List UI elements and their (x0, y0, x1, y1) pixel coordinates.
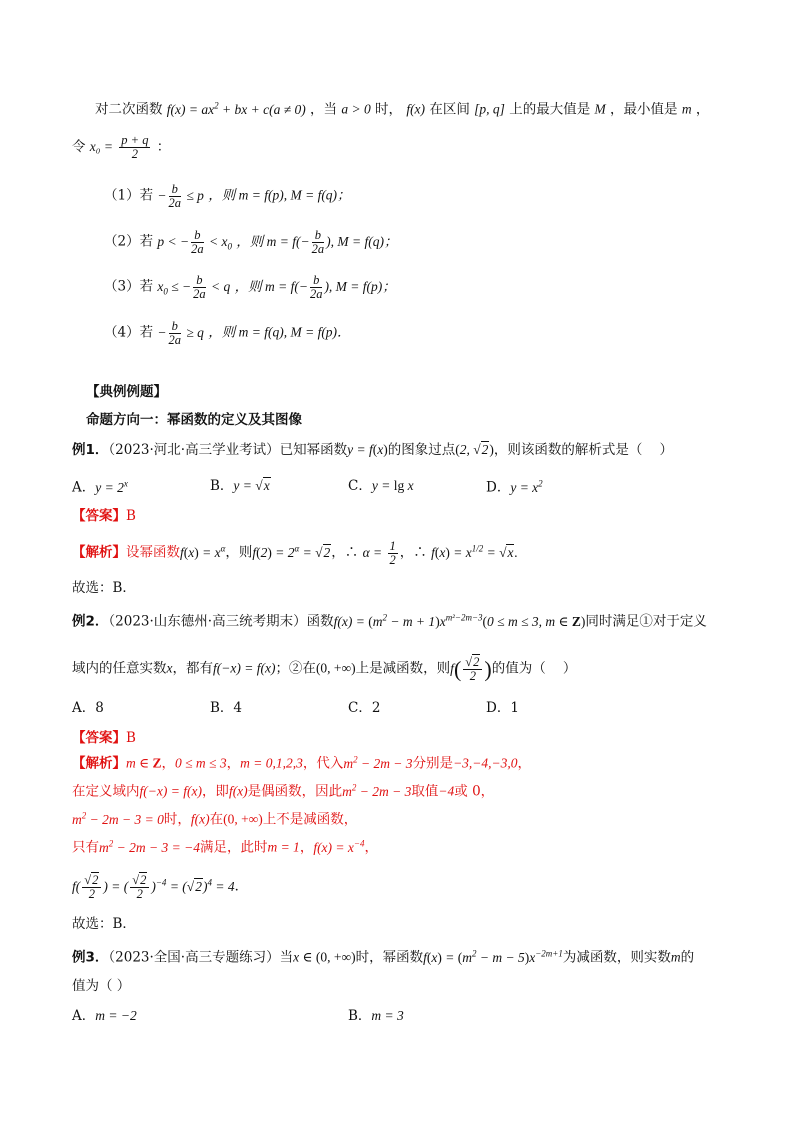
example-3-option-a[interactable]: A．m = −2 (72, 1008, 137, 1024)
example-2-choice: 故选：B． (72, 916, 136, 932)
interval-pq: [p, q] (474, 101, 505, 117)
intro-text: ： (156, 139, 171, 156)
min-symbol: m (681, 101, 692, 117)
intro-text: 对二次函数 (95, 101, 163, 118)
example-2-analysis-line-3: $m^2 - 2m - 3 = 0$时，f(x)在(0, +∞)上不是减函数， (72, 810, 358, 828)
example-1-question: 例1．（2023·河北·高三学业考试）已知幂函数y = f(x)的图象过点(2, √2)，则该函数的解析式是（ ） (72, 442, 674, 458)
intro-text: 时， (375, 101, 403, 118)
example-2-analysis-line-4: 只有$m^2 - 2m - 3 = -4$满足，此时m = 1，$f(x) = x^{-4}$， (72, 838, 378, 856)
case-3: （3）若 $x_0$ ≤ − $\frac{b}{2a}$ < q ，则 m = f(− $\frac{b}{2a}$ ), M = f(p)； (104, 273, 396, 302)
example-2-analysis-line-2: 在定义域内f(−x) = f(x)，即f(x)是偶函数，因此$m^2 - 2m - 3$取值−4或 0， (72, 782, 495, 800)
intro-text: 上的最大值是 (509, 101, 591, 118)
condition-a-positive: a > 0 (341, 101, 371, 117)
example-2-option-d[interactable]: D．1 (486, 700, 519, 716)
intro-line-2 (72, 134, 170, 161)
example-1-choice: 故选：B． (72, 580, 136, 596)
example-3-question-line-1: 例3．（2023·全国·高三专题练习）当x ∈ (0, +∞)时，幂函数$f(x) = (m^2 - m - 5)x^{-2m+1}$为减函数，则实数m的 (72, 948, 695, 966)
example-3-question-line-2: 值为（ ） (72, 978, 131, 994)
example-2-answer: 【答案】B (72, 730, 136, 746)
example-2-option-b[interactable]: B．4 (210, 700, 243, 716)
intro-text: 令 (72, 139, 86, 156)
example-2-question-line-1: 例2．（2023·山东德州·高三统考期末）函数$f(x) = (m^2 - m + 1)x^{m^2-2m-3}(0 \le m \le 3$, m ∈ Z)同时满足①对于定义 (72, 612, 707, 630)
example-1-answer: 【答案】B (72, 508, 136, 524)
case-1: （1）若 − $\frac{b}{2a}$ ≤ p ，则 m = f(p), M = f(q)； (104, 182, 351, 211)
example-2-analysis-line-5: f( $\frac{√2}{2}$ ) = ( $\frac{√2}{2}$ )$^{-4} = (√2)^4 = 4$． (72, 873, 249, 902)
fraction-p-plus-q-over-2: $\frac{p + q}{2}$ (121, 133, 149, 162)
example-1-option-a[interactable]: A．$y = 2^x$ (72, 478, 128, 496)
fx-symbol: f(x) (406, 101, 426, 117)
example-3-option-b[interactable]: B．m = 3 (348, 1008, 404, 1024)
max-symbol: M (594, 101, 606, 117)
example-1-option-b[interactable]: B．y = √x (210, 478, 270, 494)
case-2: （2）若 p < − $\frac{b}{2a}$ < $x_0$ ，则 m = f(− $\frac{b}{2a}$ ), M = f(q)； (104, 228, 398, 257)
example-1-option-c[interactable]: C．y = lg x (348, 478, 414, 494)
example-1-analysis: 【解析】设幂函数$f(x) = x^\alpha$，则$f(2) = 2^\alpha = √2$，∴ α = $\frac{1}{2}$ ，∴ $f(x) = x^{1/2} = √x$. (72, 539, 518, 568)
example-2-question-line-2: 域内的任意实数x，都有f(−x) = f(x)；②在(0, +∞)上是减函数，则f( $\frac{√2}{2}$ )的值为（ ） (72, 655, 577, 684)
intro-line-1 (95, 100, 709, 118)
example-2-option-c[interactable]: C．2 (348, 700, 381, 716)
quadratic-function: $f(x) = ax^2$ + bx + c(a ≠ 0) (166, 100, 306, 117)
intro-text: ，当 (310, 101, 338, 118)
section-title: 【典例例题】 (86, 384, 167, 400)
direction-title: 命题方向一：幂函数的定义及其图像 (86, 412, 302, 428)
example-1-option-d[interactable]: D．$y = x^2$ (486, 478, 543, 496)
intro-text: 在区间 (429, 101, 470, 118)
case-4: （4）若 − $\frac{b}{2a}$ ≥ q ，则 m = f(q), M = f(p)． (104, 319, 351, 348)
intro-text: ， (695, 101, 710, 118)
intro-text: ，最小值是 (610, 101, 678, 118)
x0-symbol: x₀ = (89, 139, 113, 155)
example-2-analysis-line-1: 【解析】m ∈ Z，0 ≤ m ≤ 3，m = 0,1,2,3，代入$m^2 - 2m - 3$分别是−3,−4,−3,0， (72, 754, 532, 772)
example-2-option-a[interactable]: A．8 (72, 700, 104, 716)
